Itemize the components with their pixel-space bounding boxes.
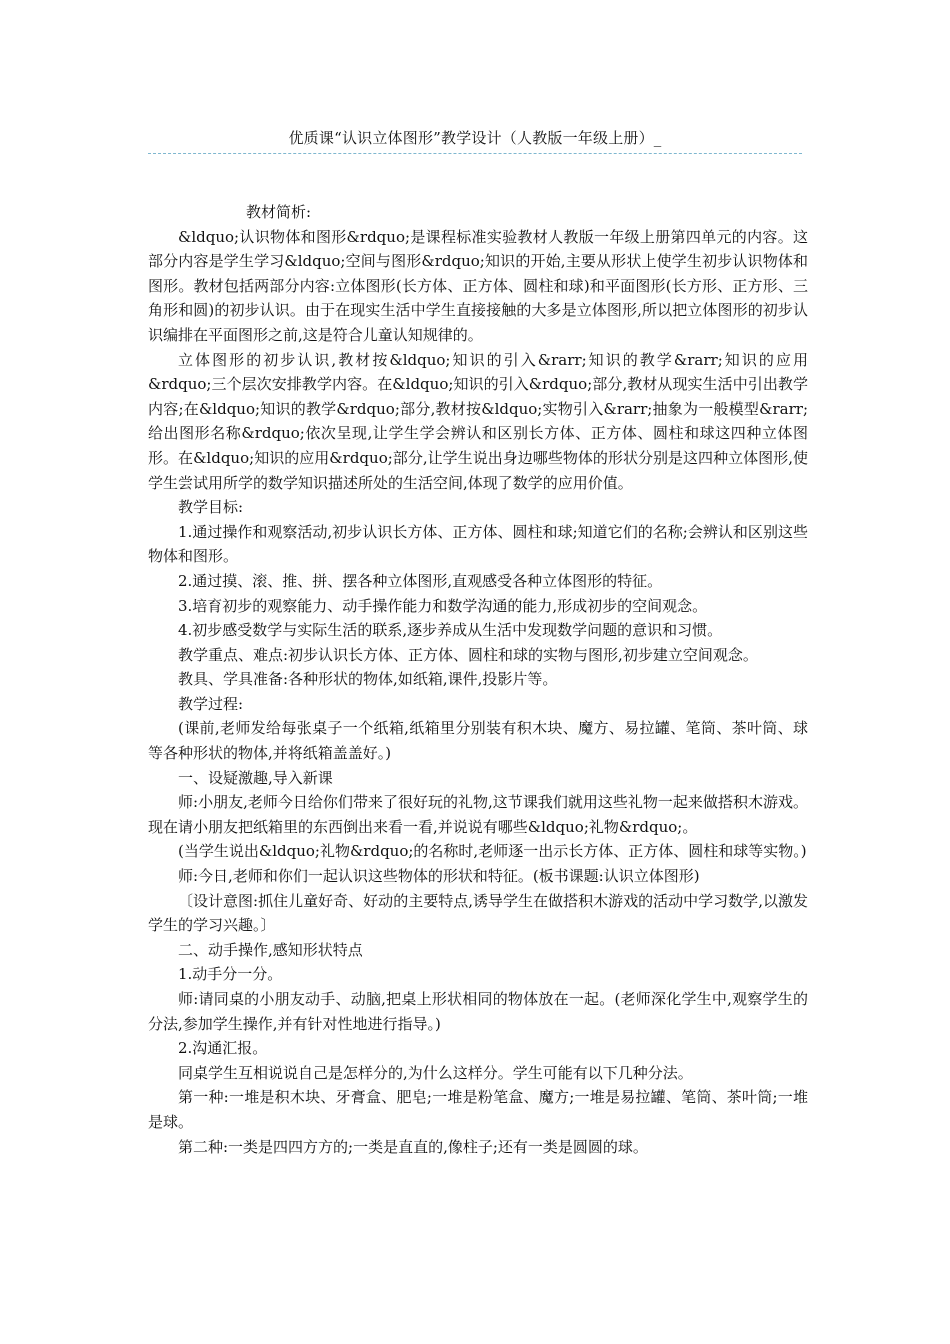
paragraph: &ldquo;认识物体和图形&rdquo;是课程标准实验教材人教版一年级上册第四单元的内容。这部分内容是学生学习&ldquo;空间与图形&rdquo;知识的开始,主要从形状上使学生初步认识物体和图形。教材包括两部分内容:立体图形(长方体、正方体、圆柱和球)和平面图形(长方形、正方形、三角形和圆)的初步认识。由于在现实生活中学生直接接触的大多是立体图形,所以把立体图形的初步认识编排在平面图形之前,这是符合儿童认知规律的。 [148,227,808,344]
section-label: 教学过程: [178,694,244,713]
list-item: 2.通过摸、滚、推、拼、摆各种立体图形,直观感受各种立体图形的特征。 [178,571,663,590]
paragraph: 第二种:一类是四四方方的;一类是直直的,像柱子;还有一类是圆圆的球。 [178,1137,648,1156]
title-divider [148,153,802,154]
document-body [148,200,808,1159]
paragraph: 师:小朋友,老师今日给你们带来了很好玩的礼物,这节课我们就用这些礼物一起来做搭积木游戏。现在请小朋友把纸箱里的东西倒出来看一看,并说说有哪些&ldquo;礼物&rdquo;。 [148,793,808,836]
paragraph: 〔设计意图:抓住儿童好奇、好动的主要特点,诱导学生在做搭积木游戏的活动中学习数学,以激发学生的学习兴趣。〕 [148,891,808,935]
paragraph: (当学生说出&ldquo;礼物&rdquo;的名称时,老师逐一出示长方体、正方体、圆柱和球等实物。) [178,842,807,861]
list-item: 1.通过操作和观察活动,初步认识长方体、正方体、圆柱和球;知道它们的名称;会辨认和区别这些物体和图形。 [148,522,808,566]
list-item: 3.培育初步的观察能力、动手操作能力和数学沟通的能力,形成初步的空间观念。 [178,596,708,615]
paragraph: 立体图形的初步认识,教材按&ldquo;知识的引入&rarr;知识的教学&rarr;知识的应用&rdquo;三个层次安排教学内容。在&ldquo;知识的引入&rdquo;部分,教材从现实生活中引出教学内容;在&ldquo;知识的教学&rdquo;部分,教材按&ldquo;实物引入&rarr;抽象为一般模型&rarr;给出图形名称&rdquo;依次呈现,让学生学会辨认和区别长方体、正方体、圆柱和球这四种立体图形。在&ldquo;知识的应用&rdquo;部分,让学生说出身边哪些物体的形状分别是这四种立体图形,使学生尝试用所学的数学知识描述所处的生活空间,体现了数学的应用价值。 [148,350,808,492]
paragraph: 教具、学具准备:各种形状的物体,如纸箱,课件,投影片等。 [178,670,558,689]
paragraph: 同桌学生互相说说自己是怎样分的,为什么这样分。学生可能有以下几种分法。 [178,1063,693,1082]
paragraph: 师:请同桌的小朋友动手、动脑,把桌上形状相同的物体放在一起。(老师深化学生中,观察学生的分法,参加学生操作,并有针对性地进行指导。) [148,990,808,1033]
paragraph: 师:今日,老师和你们一起认识这些物体的形状和特征。(板书课题:认识立体图形) [178,867,700,886]
document-title: 优质课“认识立体图形”教学设计（人教版一年级上册）_ [288,129,662,147]
section-label: 教学目标: [178,498,244,517]
list-item: 2.沟通汇报。 [178,1039,268,1058]
paragraph: 第一种:一堆是积木块、牙膏盒、肥皂;一堆是粉笔盒、魔方;一堆是易拉罐、笔筒、茶叶筒;一堆是球。 [148,1088,808,1131]
list-item: 4.初步感受数学与实际生活的联系,逐步养成从生活中发现数学问题的意识和习惯。 [178,621,723,640]
section-label: 教材简析: [246,203,312,221]
paragraph: (课前,老师发给每张桌子一个纸箱,纸箱里分别装有积木块、魔方、易拉罐、笔筒、茶叶筒、球等各种形状的物体,并将纸箱盖盖好。) [148,719,808,763]
list-item: 1.动手分一分。 [178,965,283,984]
section-heading: 一、设疑激趣,导入新课 [178,768,333,787]
section-heading: 二、动手操作,感知形状特点 [178,940,363,959]
paragraph: 教学重点、难点:初步认识长方体、正方体、圆柱和球的实物与图形,初步建立空间观念。 [178,645,758,664]
